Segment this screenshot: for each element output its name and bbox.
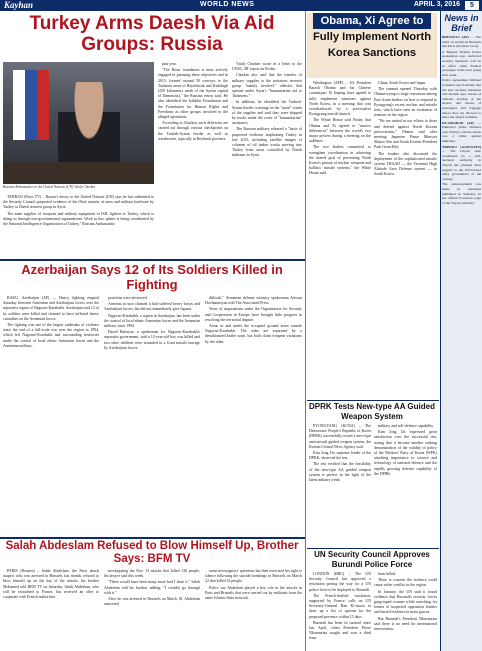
newspaper-logo: Kayhan xyxy=(4,0,34,10)
story5-headline: DPRK Tests New-type AA Guided Weapon System xyxy=(309,402,435,421)
story1-column-2: past year. "The Besar foundation is most actively engaged in pursuing these objectives and in 2015, formed around 50 convoys to the Turkmen areas of Bayirbucak and Kizildagh (250 kilometers north of the Syrian capital of Damascus)," the Russian envoy said. He also identified the Iyiliklar Foundation and the Foundation for Human Rights and Freedoms as other groups involved in the alleged operations. According to Churkin, such deliveries are carried out through various checkpoints on the Turkish-Syrian border as well as warehouses, typically in Reyhanli province. xyxy=(158,62,228,141)
story3-column-3: some investigators' questions but then exercised his right to silence following the suicide bombings in Brussels on March 22 that killed 32 people. Police say Abdeslam played a key role in the attacks in Paris and Brussels that were carried out by militants from the same Islamic State network. xyxy=(205,569,302,601)
story1-column-1: TEHRAN (Press TV) – Russia's envoy to the United Nations (UN) says he has submitted to the Security Council purported evidence of the illicit transfer of arms and military hardware by Turkey to Daesh terrorist group in Syria. The main supplier of weapons and military equipment to ISIL fighters is Turkey, which is doing so through non-governmental organizations. Work in this sphere is being coordinated by the National Intelligence Organization of Turkey," Russian Ambassador xyxy=(3,195,154,227)
story5-column-2: military and self-defence capability. Kim Jong Un expressed great satisfaction over the successful test, noting that it became another striking demonstration of the validity of policy of the Workers' Party of Korea (WPK) attaching importance to science and technology of national defence and the rapidly growing defence capability of the DPRK. xyxy=(374,424,437,476)
masthead xyxy=(0,0,482,11)
sidebar-heading: News in Brief xyxy=(444,13,479,33)
story2-column-1: BAKU, Azerbaijan (AP) — Heavy fighting erupted Saturday between Armenian and Azerbaijani forces over the separatist region of Nagorno-Karabakh. Azerbaijan said 12 of its soldiers were killed and claimed to have inflicted heavy casualties on the Armenian forces. The fighting was one of the largest outbreaks of violence since the end of a full-scale war over the region in 1994, which left Nagorno-Karabakh and surrounding territories under the control of local ethnic Armenian forces and the Armenian military. xyxy=(3,296,99,348)
story3-column-2: investigating the Nov. 13 attacks that killed 130 people, his lawyer said this week. "There would have been many more had I done it," Salah Abdeslam told his brother, adding: "I couldn't go through with it." After he was arrested in Brussels on March 18, Abdeslam answered xyxy=(104,569,200,607)
story4-headline-line1: Obama, Xi Agree to xyxy=(313,13,431,29)
desk-graphic xyxy=(3,162,154,184)
story6-column-2: been killed. There is concern the violence could cause wider conflict in the region. In January, the UN said it found evidence that Burundi's security forces gang-raped women while searching for homes of suspected opposition leaders and buried evidence in mass graves. But Burundi's President Nkurunziza said there is no need for international intervention. xyxy=(374,572,437,632)
story4-column-1: Washington (AFP) – US President Barack Obama and his Chinese counterpart Xi Jinping have agreed to fully implement sanctions against North Korea, in a meeting that was overshadowed by a provocative Pyongyang missile launch. The White House said Friday that Obama and Xi agreed to "narrow differences" between the world's two major powers during a meeting on the sidelines. The two leaders committed to strengthen coordination in achieving the shared goal of preventing North Korea's pursuit of nuclear weapons and ballistic missile systems," the White House said. xyxy=(309,81,371,176)
divider xyxy=(0,537,305,539)
brief-item: The announcement was made in statement published on Saturday on the official Facebook page of the Tripoli authority. xyxy=(442,182,481,205)
story2-column-3: difficult," Armenian defense ministry spokesman Artsrun Hovhannisyan told The Associated Press. Years of negotiations under the Organization for Security and Cooperation in Europe have brought little progress in resolving the territorial dispute. Areas in and under the occupied ground areas outside Nagorno-Karabakh. The sides are separated by a demilitarized buffer zone, but both claim frequent violations by the other. xyxy=(205,296,302,344)
photo-caption: Russian Ambassador to the United Nations (UN) Vitaly Churkin xyxy=(3,185,96,189)
story1-headline: Turkey Arms Daesh Via Aid Groups: Russia xyxy=(29,13,275,55)
churkin-photo xyxy=(3,62,154,184)
story2-column-2: positions were destroyed. Armenia in turn claimed it had suffered heavy losses and Azerbaijani forces, but did not immediately give figures. Nagorno-Karabakh, a region in Azerbaijan, has been under the control of local ethnic Armenian forces and the Armenian military since 1994. David Babayan, a spokesman for Nagorno-Karabakh's separatist government, said a 12-year-old boy was killed and two other children were wounded in a Grad missile barrage by Azerbaijani forces. xyxy=(104,296,200,350)
story4-headline-line2: Fully Implement North Korea Sanctions xyxy=(312,31,432,59)
story6-headline: UN Security Council Approves Burundi Police Force xyxy=(314,550,430,569)
story3-column-1: PARIS (Reuters) – Salah Abdeslam, the Paris attack suspect who was arrested in Brussels last month, refused to blow himself up on the day of the attacks, his brother Mohamed told BFM TV on Saturday. Salah Abdeslam, who will be extradited to France, has received an offer to cooperate with French authorities xyxy=(3,569,99,600)
issue-date: APRIL 3, 2016 xyxy=(413,1,460,8)
story3-headline: Salah Abdeslam Refused to Blow Himself Up, Brother Says: BFM TV xyxy=(5,540,299,565)
divider xyxy=(0,259,305,261)
brief-item: TRIPOLI (AGENCIES) — The Libyan state constituted by a self-declared authority in Tripoli has pledged their support to the UN-backed unity government of the country. xyxy=(442,144,481,181)
brief-item: ISLAMABAD (AP) — Pakistan's prime minister says Friday's suicide attack was a crime against humanity. xyxy=(442,120,482,144)
story4-column-2: China, South Korea and Japan. The summit opened Thursday with Obama trying to forge consensus among East Asian leaders on how to respond to Pyongyang's recent nuclear and missile tests, which have seen an escalation of tensions in the region. "We are united in our efforts to deter and defend against North Korean provocations," Obama said after meeting Japanese Prime Minister Shinzo Abe and South Korean President Park Geun-Hye. The leaders also discussed the deployment of the sophisticated missile system THAAD — the Terminal High Altitude Area Defense system — to South Korea. xyxy=(374,81,437,177)
brief-item: BRUSSELS (AP) — The latest on attacks in Brussels and Paris (all times local): xyxy=(442,35,481,49)
flag-graphic xyxy=(13,70,49,140)
divider xyxy=(307,548,439,549)
brief-item: Police spokesman Michael Jonniaux says Saturday that the new security measures will include spot checks of vehicles arriving at the airport, and checks of passengers and baggage before they are allowed to enter the airport terminal. xyxy=(442,78,481,120)
page-number: 5 xyxy=(465,1,479,10)
story6-column-1: LONDON (BBC) – The UN Security Council has approved a resolution paving the way for a UN police force to be deployed to Burundi. The French-drafted resolution, supported by France, calls on UN Secretary-General Ban Ki-moon to draw up a list of options for the proposed presence within 15 days. Burundi has been in turmoil since last April, when President Pierre Nkurunziza sought and won a third term. xyxy=(309,572,371,641)
brief-item: A Belgian Federal Police spokesman says renforced security measures will be in effect when Federal passenger trains start going next week. xyxy=(442,49,481,77)
story1-column-3: Vitaly Churkin wrote in a letter to the UNSC, RT report on Friday. Churkin also said that the transfer of military supplies to the notorious terrorist group "mainly involves" vehicles that operate under Syria's "humanitarian aid to Turkmens." In addition, he identified the Turkish-Syrian border crossings as the "main" routes of the supplies and said they were shipped by trucks under the cover of "humanitarian" assistance. The Russian military released a "basis of purported evidence implicating Turkey in late 2015, including satellite images of columns of oil tanker trucks moving into Turkey from areas controlled by Daesh militants in Syria. xyxy=(232,62,302,158)
divider xyxy=(307,400,439,401)
story2-headline: Azerbaijan Says 12 of Its Soldiers Killed in Fighting xyxy=(21,262,283,292)
section-title: WORLD NEWS xyxy=(200,1,255,8)
news-in-brief-sidebar xyxy=(440,11,482,651)
sidebar-text xyxy=(441,35,482,205)
story5-column-1: PYONGYANG (KCNA) – The Democratic People's Republic of Korea (DPRK) successfully tested a new-type anti-aircraft guided weapon system, the Korean Central News Agency said. Kim Jong Un, supreme leader of the DPRK, observed the test. The test verified that the feasibility of the new-type AA guided weapon system is perfect in the light of the latest military trend. xyxy=(309,424,371,483)
column-divider xyxy=(305,11,306,651)
story4-headline xyxy=(307,13,437,61)
